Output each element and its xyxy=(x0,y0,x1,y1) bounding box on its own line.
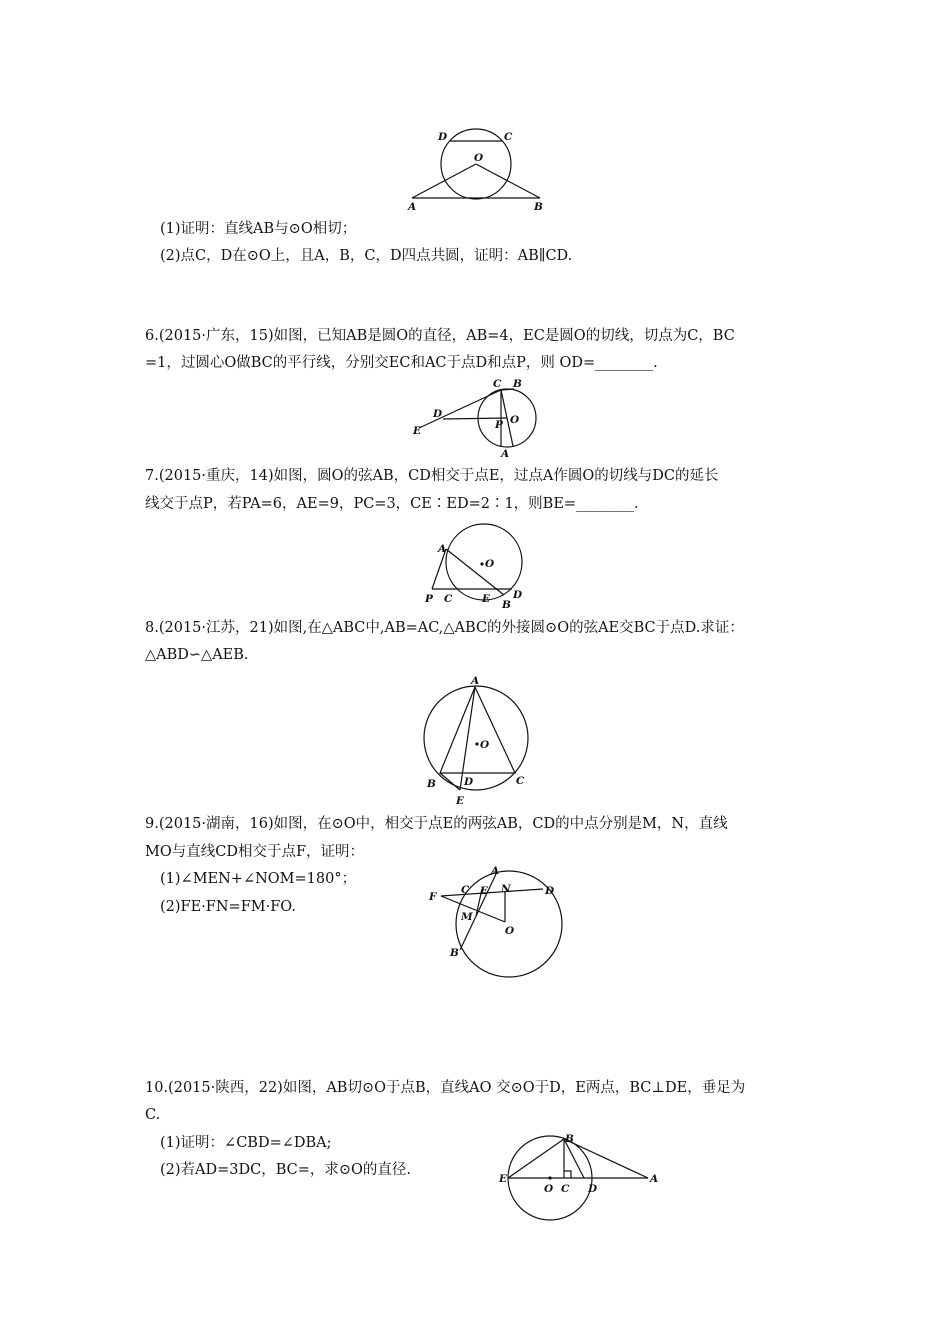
chord-ae xyxy=(460,687,475,790)
problem8-text-line1: 8.(2015·江苏，21)如图,在△ABC中,AB=AC,△ABC的外接圆⊙O的弦AE交BC于点D.求证： xyxy=(145,620,744,636)
label-o: O xyxy=(480,739,490,751)
label-c: C xyxy=(561,1183,570,1195)
triangle-abc xyxy=(440,687,515,773)
label-c: C xyxy=(516,775,525,787)
figure-problem7 xyxy=(418,518,538,613)
label-b: B xyxy=(565,1133,574,1145)
line-fo xyxy=(441,896,505,922)
label-d: D xyxy=(433,408,443,420)
problem10-text-line1: 10.(2015·陕西，22)如图，AB切⊙O于点B，直线AO 交⊙O于D，E两点，BC⊥DE，垂足为 xyxy=(145,1080,746,1096)
label-p: P xyxy=(425,593,433,605)
label-b: B xyxy=(427,778,436,790)
center-dot xyxy=(548,1176,551,1179)
label-e: E xyxy=(413,425,422,437)
segment-ob xyxy=(476,164,540,198)
label-o: O xyxy=(510,414,520,426)
label-b: B xyxy=(534,201,543,213)
label-n: N xyxy=(501,883,511,895)
label-d: D xyxy=(438,131,448,143)
label-o: O xyxy=(474,152,484,164)
label-d: D xyxy=(545,885,555,897)
figure-problem8 xyxy=(420,672,540,810)
figure-problem5 xyxy=(400,120,560,220)
segment-eb xyxy=(508,1139,564,1178)
label-b: B xyxy=(450,947,459,959)
problem10-text-line2: C. xyxy=(145,1107,161,1123)
label-b: B xyxy=(513,378,522,390)
problem9-part2: (2)FE·FN=FM·FO. xyxy=(160,899,296,915)
label-o: O xyxy=(505,925,515,937)
problem8-text-line2: △ABD∽△AEB. xyxy=(145,647,249,663)
label-a: A xyxy=(471,675,480,687)
problem5-part1: (1)证明：直线AB与⊙O相切； xyxy=(160,221,357,237)
label-p: P xyxy=(495,419,503,431)
label-f: F xyxy=(429,891,437,903)
problem7-text-line2: 线交于点P，若PA=6，AE=9，PC=3，CE∶ED=2∶1，则BE=________. xyxy=(145,496,639,512)
line-fd xyxy=(441,889,543,896)
right-angle-mark xyxy=(564,1171,571,1178)
segment-ao xyxy=(412,164,476,198)
label-m: M xyxy=(461,911,473,923)
label-b: B xyxy=(502,599,511,611)
problem9-text-line2: MO与直线CD相交于点F，证明： xyxy=(145,844,365,860)
figure-problem9 xyxy=(425,864,565,984)
segment-be xyxy=(440,773,460,790)
label-a: A xyxy=(491,865,500,877)
label-a: A xyxy=(650,1173,659,1185)
label-o: O xyxy=(485,558,495,570)
label-a: A xyxy=(408,201,417,213)
tangent-ec xyxy=(419,390,501,428)
problem10-part1: (1)证明：∠CBD=∠DBA; xyxy=(160,1135,332,1151)
center-dot xyxy=(480,562,483,565)
problem6-text-line2: =1，过圆心O做BC的平行线，分别交EC和AC于点D和点P，则 OD=________. xyxy=(145,355,658,371)
tangent-pa xyxy=(432,549,446,589)
label-c: C xyxy=(444,593,453,605)
figure-problem6 xyxy=(405,375,545,460)
label-d: D xyxy=(513,589,523,601)
label-o: O xyxy=(544,1183,554,1195)
label-d: D xyxy=(588,1183,598,1195)
label-e: E xyxy=(482,593,491,605)
label-a: A xyxy=(438,543,447,555)
circle-o xyxy=(424,686,528,790)
problem6-text-line1: 6.(2015·广东，15)如图，已知AB是圆O的直径，AB=4，EC是圆O的切线，切点为C，BC xyxy=(145,328,735,344)
label-e: E xyxy=(456,795,465,807)
label-e: E xyxy=(499,1173,508,1185)
label-c: C xyxy=(461,884,470,896)
problem7-text-line1: 7.(2015·重庆，14)如图，圆O的弦AB，CD相交于点E，过点A作圆O的切线与DC的延长 xyxy=(145,468,719,484)
tangent-ab xyxy=(564,1139,648,1178)
label-d: D xyxy=(464,776,474,788)
label-a: A xyxy=(501,448,510,460)
label-c: C xyxy=(504,131,513,143)
chord-ab xyxy=(446,549,504,595)
problem9-part1: (1)∠MEN+∠NOM=180°； xyxy=(160,871,357,887)
problem5-part2: (2)点C，D在⊙O上，且A，B，C，D四点共圆，证明：AB∥CD. xyxy=(160,248,573,264)
problem9-text-line1: 9.(2015·湖南，16)如图，在⊙O中，相交于点E的两弦AB，CD的中点分别是M，N，直线 xyxy=(145,816,728,832)
label-c: C xyxy=(493,378,502,390)
center-dot xyxy=(475,742,478,745)
label-e: E xyxy=(480,885,489,897)
problem10-part2: (2)若AD=3DC，BC=，求⊙O的直径. xyxy=(160,1162,412,1178)
figure-problem10 xyxy=(495,1128,665,1228)
